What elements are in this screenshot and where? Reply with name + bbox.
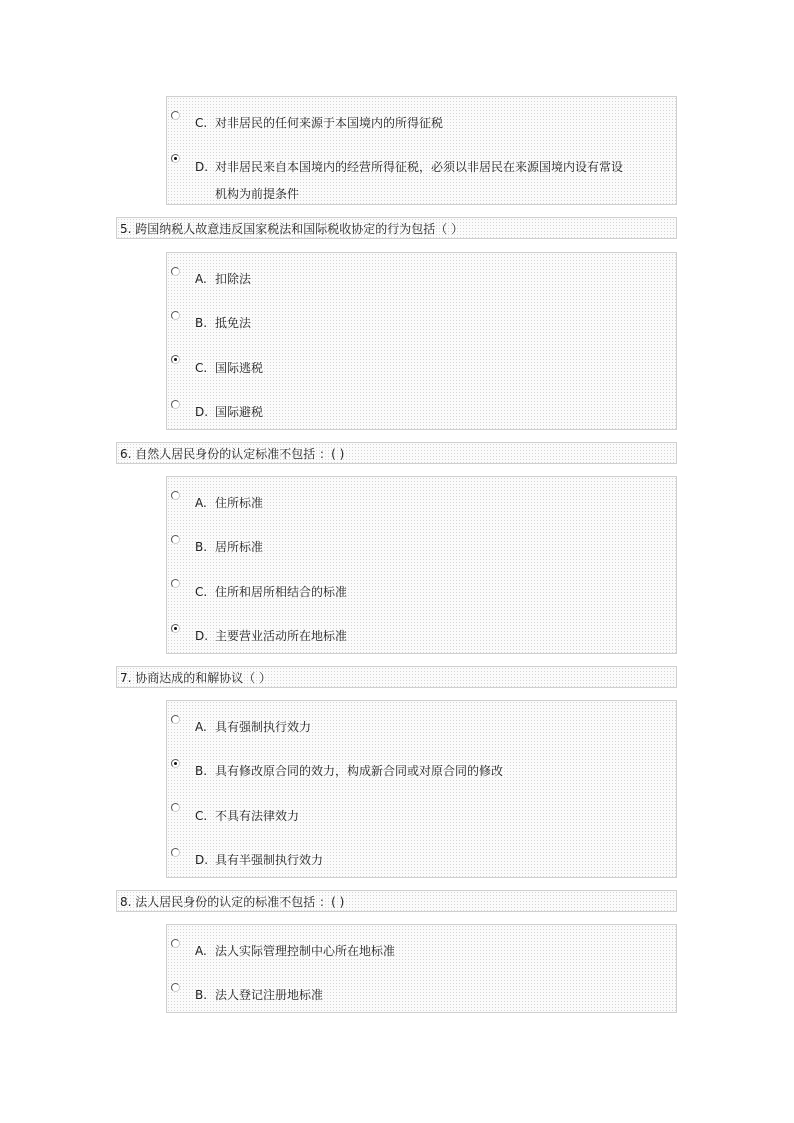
q8-option-b-label: B. 法人登记注册地标准 bbox=[195, 988, 324, 1002]
q5-option-b-label: B. 抵免法 bbox=[195, 316, 252, 330]
q6-option-d-radio[interactable] bbox=[171, 624, 180, 633]
q8-option-a-radio[interactable] bbox=[171, 939, 180, 948]
q5-option-d-radio[interactable] bbox=[171, 400, 180, 409]
q5-option-b-radio[interactable] bbox=[171, 311, 180, 320]
q7-option-c-radio[interactable] bbox=[171, 803, 180, 812]
q6-question-bar bbox=[116, 442, 677, 464]
q7-option-c-label: C. 不具有法律效力 bbox=[195, 809, 300, 823]
q4-options-box bbox=[166, 96, 677, 205]
q4-option-c-label: C. 对非居民的任何来源于本国境内的所得征税 bbox=[195, 116, 444, 130]
q5-option-d-label: D. 国际避税 bbox=[195, 405, 264, 419]
q7-question-bar bbox=[116, 666, 677, 688]
q7-option-d-radio[interactable] bbox=[171, 848, 180, 857]
q5-option-c-radio[interactable] bbox=[171, 355, 180, 364]
q6-option-c-radio[interactable] bbox=[171, 579, 180, 588]
q7-option-a-label: A. 具有强制执行效力 bbox=[195, 720, 312, 734]
q8-option-a-label: A. 法人实际管理控制中心所在地标准 bbox=[195, 944, 396, 958]
q6-option-b-label: B. 居所标准 bbox=[195, 540, 264, 554]
q6-option-a-label: A. 住所标准 bbox=[195, 496, 264, 510]
q4-option-d-label: D. 对非居民来自本国境内的经营所得征税，必须以非居民在来源国境内设有常设 bbox=[195, 160, 624, 174]
q8-options-box bbox=[166, 924, 677, 1013]
q5-question-bar bbox=[116, 217, 677, 239]
q4-option-d-label-continued: 机构为前提条件 bbox=[215, 187, 300, 201]
q5-option-a-label: A. 扣除法 bbox=[195, 272, 252, 286]
q7-question-text: 7. 协商达成的和解协议（ ） bbox=[120, 671, 272, 685]
q6-option-c-label: C. 住所和居所相结合的标准 bbox=[195, 585, 348, 599]
q6-question-text: 6. 自然人居民身份的认定标准不包括 ：( ) bbox=[120, 447, 345, 461]
q5-option-c-label: C. 国际逃税 bbox=[195, 361, 264, 375]
q8-question-text: 8. 法人居民身份的认定的标准不包括 ：( ) bbox=[120, 895, 345, 909]
q8-option-b-radio[interactable] bbox=[171, 983, 180, 992]
q5-question-text: 5. 跨国纳税人故意违反国家税法和国际税收协定的行为包括（ ） bbox=[120, 222, 464, 236]
q5-options-box bbox=[166, 252, 677, 430]
q6-options-box bbox=[166, 476, 677, 654]
q7-options-box bbox=[166, 700, 677, 878]
q5-option-a-radio[interactable] bbox=[171, 267, 180, 276]
q6-option-d-label: D. 主要营业活动所在地标准 bbox=[195, 629, 348, 643]
q7-option-a-radio[interactable] bbox=[171, 715, 180, 724]
q7-option-d-label: D. 具有半强制执行效力 bbox=[195, 853, 324, 867]
q6-option-b-radio[interactable] bbox=[171, 535, 180, 544]
q6-option-a-radio[interactable] bbox=[171, 491, 180, 500]
q7-option-b-label: B. 具有修改原合同的效力，构成新合同或对原合同的修改 bbox=[195, 764, 504, 778]
q4-option-d-radio[interactable] bbox=[171, 154, 180, 163]
q8-question-bar bbox=[116, 890, 677, 912]
q4-option-c-radio[interactable] bbox=[171, 111, 180, 120]
q7-option-b-radio[interactable] bbox=[171, 759, 180, 768]
